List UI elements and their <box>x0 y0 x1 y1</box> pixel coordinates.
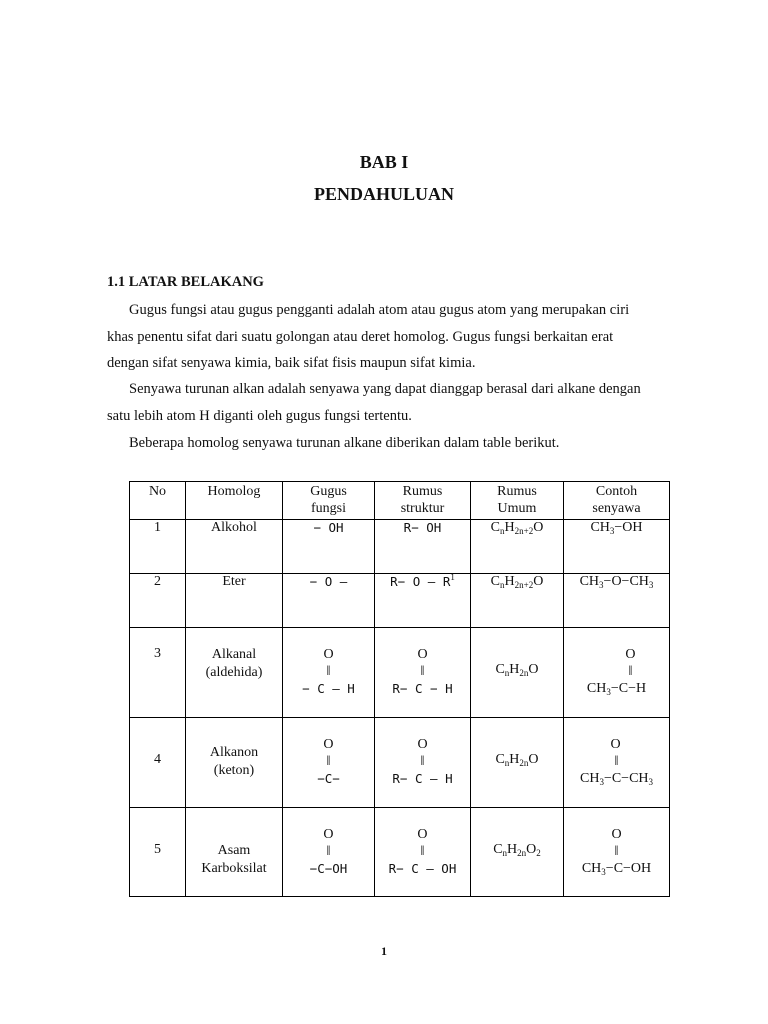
formula-part: H <box>504 520 515 535</box>
cell-text <box>210 718 258 780</box>
cell-struktur <box>375 574 471 628</box>
cell-gugus <box>283 520 375 574</box>
formula-double-bond: ‖ <box>614 844 619 859</box>
formula-base: R− C – H <box>392 771 453 786</box>
table-header-row <box>130 482 670 520</box>
header-line: senyawa <box>592 501 641 516</box>
formula-oxygen: O <box>610 737 621 752</box>
formula-sub: n <box>502 848 508 858</box>
formula-double-bond: ‖ <box>614 754 619 769</box>
formula-base <box>582 860 651 877</box>
table-row <box>130 520 670 574</box>
text-line: Karboksilat <box>201 861 267 876</box>
formula-sub: n <box>500 526 505 536</box>
cell-struktur <box>375 718 471 808</box>
cell-struktur <box>375 808 471 897</box>
text-line: Alkanal <box>211 647 257 662</box>
formula-part: H <box>507 842 518 857</box>
text-line: (keton) <box>213 763 255 778</box>
cell-contoh <box>564 520 670 574</box>
formula-double-bond: ‖ <box>420 664 425 679</box>
formula-base: −C−OH <box>309 861 348 876</box>
formula-base: − C – H <box>302 681 355 696</box>
paragraph-line: khas penentu sifat dari suatu golongan atau deret homolog. Gugus fungsi berkaitan erat <box>107 328 614 345</box>
formula-double-bond: ‖ <box>326 844 331 859</box>
cell-no <box>130 718 186 808</box>
header-rumus-struktur <box>375 482 471 520</box>
header-gugus-fungsi <box>283 482 375 520</box>
formula-part: −C−OH <box>605 861 652 876</box>
header-line: Umum <box>497 501 537 516</box>
formula-oxygen: O <box>323 647 334 662</box>
cell-no <box>130 628 186 718</box>
formula-sub: 3 <box>606 687 611 697</box>
cell-text: 4 <box>154 752 161 767</box>
cell-no: 1 <box>130 520 186 574</box>
formula-base: R− C – OH <box>388 861 457 876</box>
cell-text <box>495 628 538 678</box>
paragraph-table-intro <box>107 430 667 457</box>
formula-part: O <box>533 574 544 589</box>
chapter-title: PENDAHULUAN <box>313 184 454 204</box>
formula-part: CH <box>579 771 600 786</box>
formula-sub: n <box>504 758 510 768</box>
structural-formula <box>317 718 340 787</box>
formula-part: −OH <box>614 520 643 535</box>
formula-oxygen: O <box>323 737 334 752</box>
structural-formula <box>392 718 452 787</box>
cell-struktur <box>375 628 471 718</box>
cell-homolog <box>186 718 283 808</box>
header-no: No <box>130 482 186 520</box>
formula-double-bond: ‖ <box>420 754 425 769</box>
formula-part: O <box>528 662 539 677</box>
cell-homolog <box>186 808 283 897</box>
header-line: Gugus <box>310 484 347 499</box>
chapter-number: BAB I <box>359 152 409 172</box>
formula-oxygen: O <box>625 647 636 662</box>
structural-formula <box>580 718 653 787</box>
formula-part: −C−H <box>610 681 647 696</box>
header-line: Contoh <box>595 484 638 499</box>
formula-sub: 2 <box>536 848 541 858</box>
cell-no: 2 <box>130 574 186 628</box>
formula-oxygen: O <box>417 827 428 842</box>
formula-double-bond: ‖ <box>628 664 633 679</box>
cell-umum <box>471 718 564 808</box>
text-line: Alkanon <box>209 745 259 760</box>
page-number: 1 <box>381 944 387 958</box>
table-row <box>130 628 670 718</box>
formula-base <box>587 680 646 697</box>
formula-part: H <box>509 752 520 767</box>
cell-contoh <box>564 718 670 808</box>
formula-sub: 3 <box>648 580 654 590</box>
structural-formula <box>392 628 452 697</box>
cell-homolog: Alkohol <box>186 520 283 574</box>
structural-formula <box>587 628 646 697</box>
formula-double-bond: ‖ <box>326 664 331 679</box>
header-contoh-senyawa <box>564 482 670 520</box>
formula-part: H <box>504 574 515 589</box>
formula-text: − O – <box>309 574 348 589</box>
formula-text: R− OH <box>403 520 442 535</box>
paragraph-line: Gugus fungsi atau gugus pengganti adalah atom atau gugus atom yang merupakan ciri <box>129 302 630 318</box>
formula-part: CH <box>579 574 600 589</box>
homolog-table <box>129 481 670 897</box>
formula-base: R− C − H <box>392 681 453 696</box>
formula-text: − OH <box>313 520 344 535</box>
table-row <box>130 718 670 808</box>
cell-contoh <box>564 574 670 628</box>
formula-oxygen: O <box>417 647 428 662</box>
cell-homolog <box>186 628 283 718</box>
formula-double-bond: ‖ <box>326 754 331 769</box>
cell-text: 5 <box>154 842 161 857</box>
structural-formula <box>302 628 355 697</box>
formula-oxygen: O <box>611 827 622 842</box>
formula-part: CH <box>590 520 610 535</box>
cell-contoh <box>564 628 670 718</box>
paragraph-alkane-derivatives <box>107 376 667 429</box>
formula-sub: 3 <box>648 777 654 787</box>
structural-formula <box>582 808 651 877</box>
cell-text <box>493 808 541 858</box>
cell-contoh <box>564 808 670 897</box>
cell-text <box>201 808 266 878</box>
formula-sub: 3 <box>599 777 604 787</box>
structural-formula <box>389 808 457 877</box>
formula-text: R− O – R <box>390 574 451 589</box>
header-rumus-umum <box>471 482 564 520</box>
cell-umum <box>471 574 564 628</box>
formula-sup: 1 <box>450 572 455 582</box>
section-heading: 1.1 LATAR BELAKANG <box>107 274 264 290</box>
cell-struktur <box>375 520 471 574</box>
formula-part: CH <box>581 861 602 876</box>
cell-umum <box>471 520 564 574</box>
formula-oxygen: O <box>417 737 428 752</box>
paragraph-line: Beberapa homolog senyawa turunan alkane diberikan dalam table berikut. <box>129 435 560 451</box>
formula-sub: 2n+2 <box>514 526 534 536</box>
cell-no <box>130 808 186 897</box>
formula-part: C <box>495 752 505 767</box>
formula-base <box>580 770 653 787</box>
cell-gugus <box>283 718 375 808</box>
text-line: Asam <box>217 843 251 858</box>
formula-sub: 2n+2 <box>514 580 534 590</box>
cell-umum <box>471 628 564 718</box>
formula-sub: 2n <box>517 848 527 858</box>
table-row <box>130 574 670 628</box>
formula-sub: 3 <box>609 526 615 536</box>
header-line: Rumus <box>497 484 537 499</box>
formula-part: C <box>490 574 500 589</box>
formula-part: −C−CH <box>603 771 649 786</box>
paragraph-line: dengan sifat senyawa kimia, baik sifat fisis maupun sifat kimia. <box>107 355 476 371</box>
table-row <box>130 808 670 897</box>
cell-text <box>206 628 263 682</box>
formula-oxygen: O <box>323 827 334 842</box>
header-homolog: Homolog <box>186 482 283 520</box>
formula-double-bond: ‖ <box>420 844 425 859</box>
formula-part: −O−CH <box>603 574 649 589</box>
cell-umum <box>471 808 564 897</box>
text-line: (aldehida) <box>205 665 263 680</box>
formula-base: −C− <box>317 771 340 786</box>
formula-sub: 3 <box>599 580 604 590</box>
formula-sub: 2n <box>519 758 529 768</box>
formula-sub: 3 <box>601 867 606 877</box>
formula-part: H <box>509 662 520 677</box>
paragraph-line: satu lebih atom H diganti oleh gugus fungsi tertentu. <box>107 407 412 424</box>
structural-formula <box>310 808 348 877</box>
header-line: fungsi <box>311 501 346 516</box>
cell-homolog: Eter <box>186 574 283 628</box>
formula-part: O <box>526 842 537 857</box>
cell-text <box>495 718 538 768</box>
formula-part: O <box>533 520 544 535</box>
formula-part: C <box>490 520 500 535</box>
header-line: struktur <box>400 501 445 516</box>
paragraph-line: Senyawa turunan alkan adalah senyawa yang dapat dianggap berasal dari alkane dengan <box>129 381 641 397</box>
formula-sub: n <box>504 668 510 678</box>
cell-text: 3 <box>154 646 161 661</box>
formula-part: C <box>495 662 505 677</box>
paragraph-functional-group <box>107 297 667 377</box>
formula-part: O <box>528 752 539 767</box>
formula-part: C <box>493 842 503 857</box>
header-line: Rumus <box>402 484 443 499</box>
cell-gugus <box>283 574 375 628</box>
formula-sub: n <box>500 580 505 590</box>
cell-gugus <box>283 628 375 718</box>
cell-gugus <box>283 808 375 897</box>
formula-sub: 2n <box>519 668 529 678</box>
formula-part: CH <box>586 681 607 696</box>
